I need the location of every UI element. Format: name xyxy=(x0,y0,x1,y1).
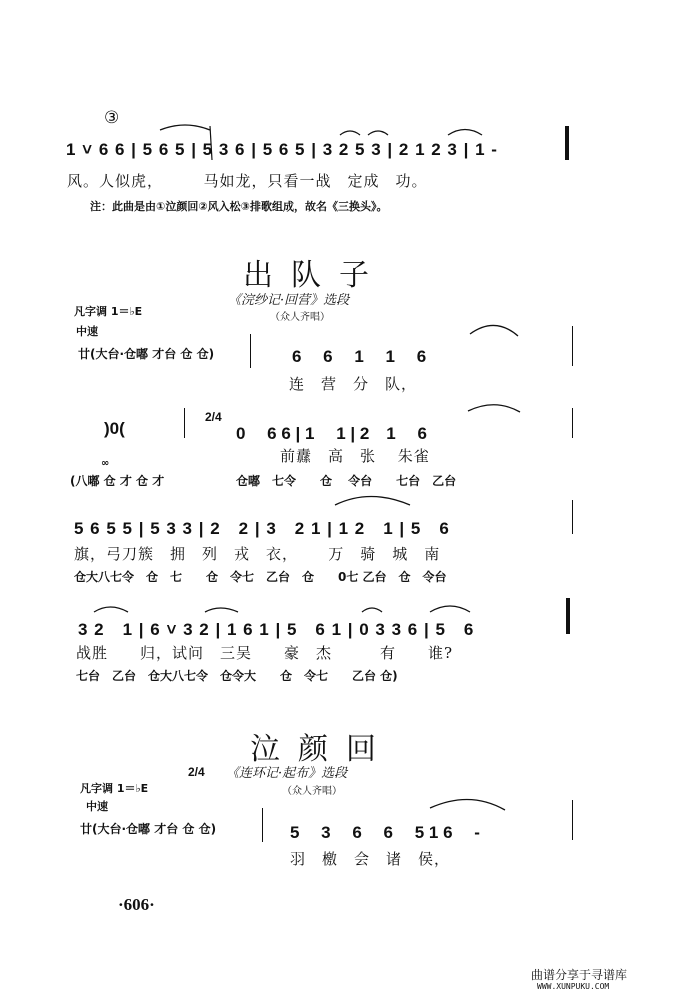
barline xyxy=(262,808,263,842)
tempo-label: 中速 xyxy=(86,800,108,813)
lyrics-line: 风。人似虎， 马如龙，只看一战 定成 功。 xyxy=(67,172,428,190)
notation-line: 6 6 1 1 6 xyxy=(292,347,427,366)
percussion-line: 廿(大台·仓嘟 才台 仓 仓) xyxy=(80,822,217,836)
piece-title: 出队子 xyxy=(243,258,387,293)
final-barline xyxy=(566,598,570,634)
time-signature: 2/4 xyxy=(188,765,205,779)
notation-line: 1 ˅ 6 6 | 5 6 5 | 5 3 6 | 5 6 5 | 3 2 5 3 | 2 1 2 3 | 1 - xyxy=(66,140,498,159)
footnote: 注：此曲是由①泣颜回②风入松③排歌组成，故名《三换头》。 xyxy=(90,200,388,213)
barline xyxy=(572,326,573,366)
barline xyxy=(184,408,185,438)
footer-url: WWW.XUNPUKU.COM xyxy=(537,982,610,991)
lyrics-line: 羽 檄 会 诸 侯， xyxy=(290,850,451,868)
performers-label: （众人齐唱） xyxy=(270,312,330,323)
piece-title: 泣颜回 xyxy=(250,732,394,767)
barline xyxy=(250,334,251,368)
percussion-line: 七台 乙台 仓大八七令 仓令大 仓 令七 乙台 仓) xyxy=(76,669,398,683)
lyrics-line: 战胜 归，试问 三吴 豪 杰 有 谁? xyxy=(76,644,454,662)
notation-line: 3 2 1 | 6 ˅ 3 2 | 1 6 1 | 5 6 1 | 0 3 3 6 | 5 6 xyxy=(78,620,475,639)
final-barline xyxy=(565,126,569,160)
percussion-line: (八嘟 仓 才 仓 才 xyxy=(70,474,165,488)
notation-line: 5 3 6 6 5 1 6 - xyxy=(290,823,480,842)
barline xyxy=(572,408,573,438)
lyrics-line: 旗，弓刀簇 拥 列 戎 衣， 万 骑 城 南 xyxy=(74,545,441,563)
percussion-line: 仓嘟 七令 仓 令台 七台 乙台 xyxy=(236,474,457,488)
performers-label: （众人齐唱） xyxy=(282,786,342,797)
circle-mark: ③ xyxy=(104,108,120,127)
percussion-line: 廿(大台·仓嘟 才台 仓 仓) xyxy=(78,347,215,361)
tempo-label: 中速 xyxy=(76,325,98,338)
barline xyxy=(572,500,573,534)
page-number: ·606· xyxy=(118,895,155,914)
lyrics-line: 前纛 高 张 朱雀 xyxy=(280,447,430,465)
source-label: 《浣纱记·回营》选段 xyxy=(228,293,350,308)
footer-text: 曲谱分享于寻谱库 xyxy=(531,968,628,982)
notation-line: 0 6 6 | 1 1 | 2 1 6 xyxy=(236,424,427,443)
source-label: 《连环记·起布》选段 xyxy=(226,766,348,781)
time-signature: 2/4 xyxy=(205,410,222,424)
key-signature: 凡字调 1＝♭E xyxy=(74,305,143,318)
percussion-line: 仓大八七令 仓 七 仓 令七 乙台 仓 0七 乙台 仓 令台 xyxy=(74,570,447,584)
key-signature: 凡字调 1＝♭E xyxy=(80,782,149,795)
lyrics-line: 连 营 分 队， xyxy=(289,375,418,393)
fermata-mark: ∞ xyxy=(101,458,110,469)
notation-line: 5 6 5 5 | 5 3 3 | 2 2 | 3 2 1 | 1 2 1 | 5 6 xyxy=(74,519,450,538)
barline xyxy=(572,800,573,840)
percussion-rest: )0( xyxy=(104,419,125,438)
